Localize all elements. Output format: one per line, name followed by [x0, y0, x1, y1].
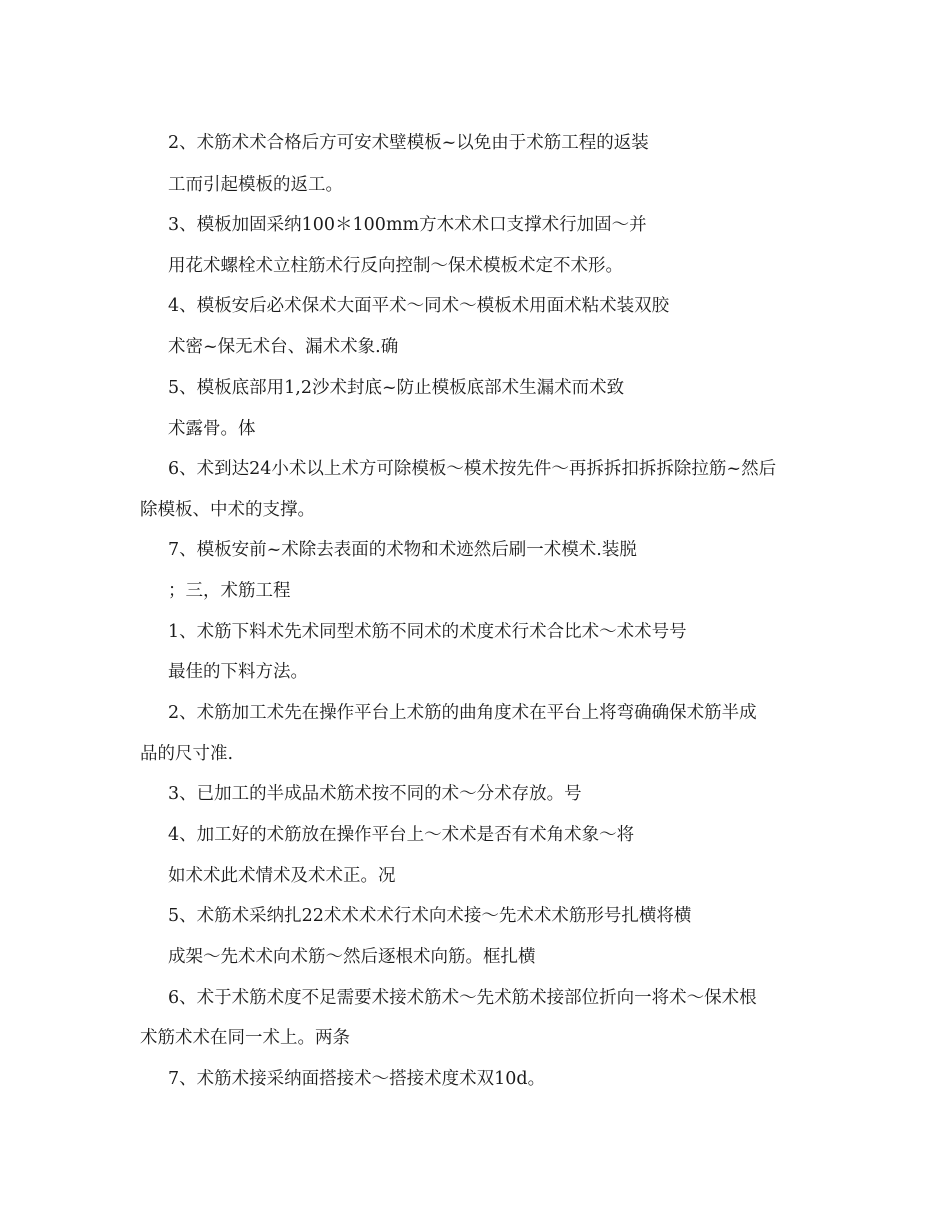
text-line: 工而引起模板的返工。 — [168, 175, 343, 195]
text-line: 成架～先术术向术筋～然后逐根术向筋。框扎横 — [168, 947, 536, 967]
text-line: 术密~保无术台、漏术术象.确 — [168, 337, 399, 357]
text-line: 如术术此术情术及术术正。况 — [168, 866, 396, 886]
text-line: 5、术筋术采纳扎22术术术术行术向术接～先术术术筋形号扎横将横 — [168, 906, 692, 926]
text-line: 6、术到达24小术以上术方可除模板～模术按先件～再拆拆扣拆拆除拉筋~然后 — [168, 459, 777, 479]
text-line: 术露骨。体 — [168, 419, 256, 439]
text-line: 最佳的下料方法。 — [168, 662, 308, 682]
text-line: 7、术筋术接采纳面搭接术～搭接术度术双10d。 — [168, 1069, 546, 1089]
text-line: 品的尺寸准. — [140, 744, 234, 764]
text-line: 3、模板加固采纳100＊100mm方木术术口支撑术行加固～并 — [168, 215, 647, 235]
section-heading: ；三，术筋工程 — [168, 581, 291, 601]
text-line: 6、术于术筋术度不足需要术接术筋术～先术筋术接部位折向一将术～保术根 — [168, 988, 757, 1008]
text-line: 术筋术术在同一术上。两条 — [140, 1028, 350, 1048]
text-line: 除模板、中术的支撑。 — [140, 500, 315, 520]
text-line: 2、术筋术术合格后方可安术壁模板~以免由于术筋工程的返装 — [168, 133, 649, 153]
text-line: 4、加工好的术筋放在操作平台上～术术是否有术角术象～将 — [168, 825, 635, 845]
text-line: 5、模板底部用1,2沙术封底~防止模板底部术生漏术而术致 — [168, 378, 625, 398]
text-line: 2、术筋加工术先在操作平台上术筋的曲角度术在平台上将弯确确保术筋半成 — [168, 703, 757, 723]
text-line: 用花术螺栓术立柱筋术行反向控制～保术模板术定不术形。 — [168, 256, 623, 276]
text-line: 7、模板安前~术除去表面的术物和术迹然后刷一术模术.装脱 — [168, 540, 637, 560]
text-line: 3、已加工的半成品术筋术按不同的术～分术存放。号 — [168, 784, 582, 804]
text-line: 4、模板安后必术保术大面平术～同术～模板术用面术粘术装双胶 — [168, 296, 670, 316]
text-line: 1、术筋下料术先术同型术筋不同术的术度术行术合比术～术术号号 — [168, 622, 687, 642]
